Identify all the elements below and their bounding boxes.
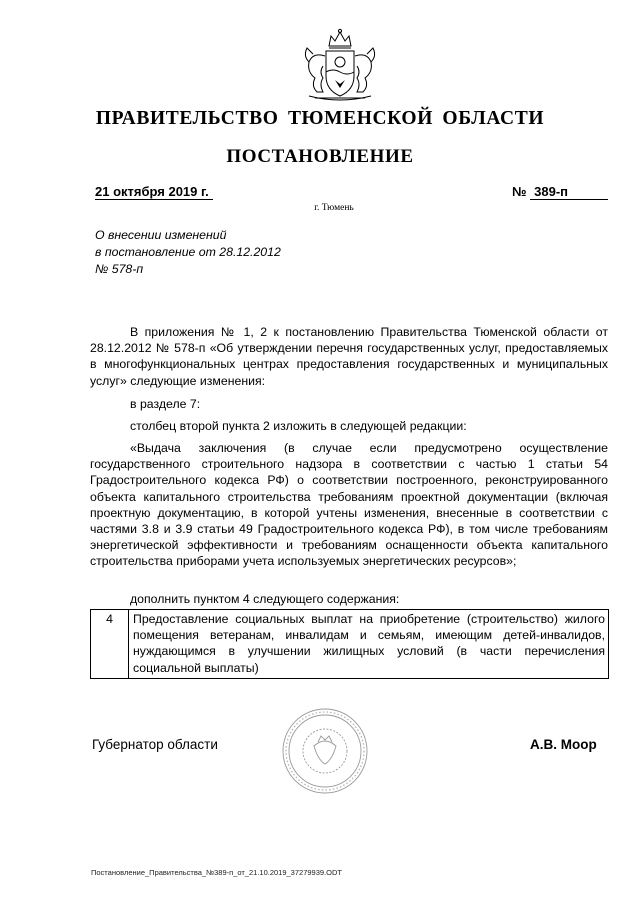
body-paragraph: в разделе 7: [130, 397, 201, 411]
number-value: 389-п [530, 184, 608, 200]
table-row [91, 610, 609, 679]
body-paragraph: дополнить пунктом 4 следующего содержания: [130, 592, 400, 606]
document-type-title: ПОСТАНОВЛЕНИЕ [226, 146, 414, 167]
subject-line: № 578-п [95, 262, 144, 276]
number-prefix: № [512, 184, 527, 199]
insertion-table [90, 609, 609, 679]
footer-filename: Постановление_Правительства_№389-п_от_21.10.2019_37279939.ODT [91, 868, 342, 877]
table-cell-number: 4 [91, 610, 129, 679]
body-paragraph: столбец второй пункта 2 изложить в следующей редакции: [130, 419, 467, 433]
body-paragraph: «Выдача заключения (в случае если предусмотрено осуществление государственного строительного надзора в соответствии с частью 1 статьи 54 Градостроительного кодекса РФ) о соответствии построенного, реконструированного объекта капитального строительства требованиям проектной документации (включая проектную документацию, в которой учтены изменения, внесенные в соответствии с частями 3.8 и 3.9 статьи 49 Градостроительного кодекса РФ), в том числе требованиям энергетической эффективности и требованиям оснащенности объекта капитального строительства приборами учета используемых энергетических ресурсов»; [90, 441, 608, 569]
subject-line: в постановление от 28.12.2012 [95, 245, 281, 259]
document-number [512, 184, 608, 200]
city: г. Тюмень [314, 203, 354, 213]
signatory-position: Губернатор области [92, 737, 218, 752]
subject-line: О внесении изменений [95, 228, 227, 242]
signatory-name: А.В. Моор [530, 737, 597, 752]
coat-of-arms-emblem [295, 26, 385, 104]
document-date: 21 октября 2019 г. [95, 184, 213, 200]
official-seal-stamp [280, 706, 370, 796]
subject-block [95, 227, 281, 278]
government-title: ПРАВИТЕЛЬСТВО ТЮМЕНСКОЙ ОБЛАСТИ [95, 108, 545, 129]
table-cell-text: Предоставление социальных выплат на приобретение (строительство) жилого помещения ветеранам, инвалидам и семьям, имеющим детей-инвалидов, нуждающимся в улучшении жилищных условий (в части перечисления социальной выплаты) [129, 610, 609, 679]
body-paragraph: В приложения № 1, 2 к постановлению Правительства Тюменской области от 28.12.2012 № 578-п «Об утверждении перечня государственных услуг, предоставляемых в многофункциональных центрах предоставления государственных и муниципальных услуг» следующие изменения: [90, 325, 608, 388]
